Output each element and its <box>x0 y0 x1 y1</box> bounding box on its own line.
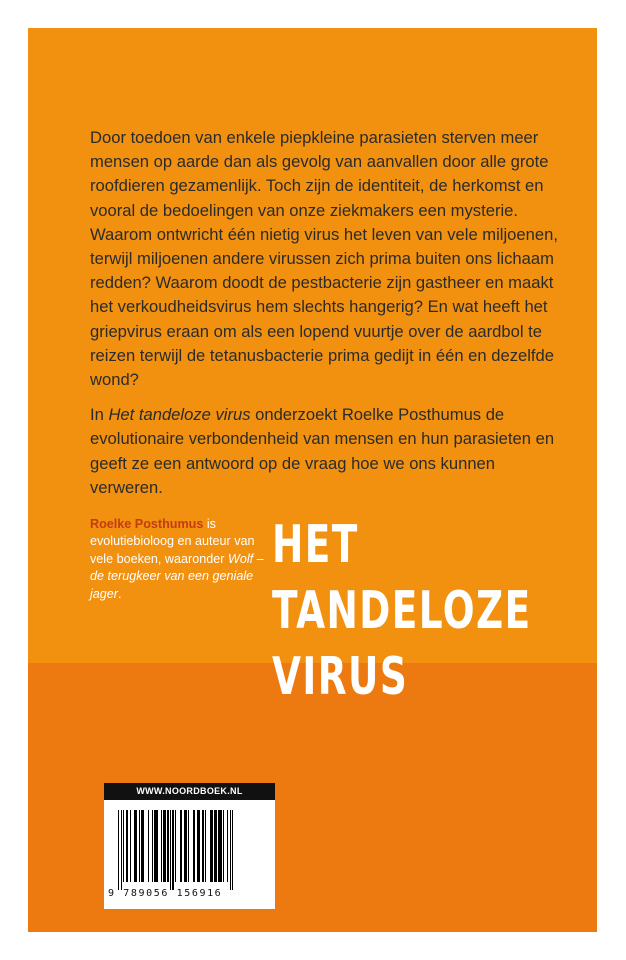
barcode-bars <box>118 810 268 890</box>
barcode-bar <box>232 810 233 890</box>
book-title <box>272 512 532 710</box>
title-line-1: HET <box>272 515 359 575</box>
barcode-label <box>104 783 275 909</box>
blurb-paragraph-2 <box>90 403 560 500</box>
author-bio-text: is evolutiebioloog en auteur van vele boeken, waaronder <box>90 517 255 566</box>
book-back-cover <box>28 28 597 932</box>
author-bio <box>90 516 270 603</box>
author-bio-end: . <box>118 586 122 601</box>
title-line-3: VIRUS <box>272 647 409 707</box>
author-name: Roelke Posthumus <box>90 517 204 531</box>
publisher-website: WWW.NOORDBOEK.NL <box>104 783 275 800</box>
blurb-paragraph-2-rest: onderzoekt Roelke Posthumus de evolutionaire verbondenheid van mensen en hun parasieten en geeft ze een antwoord op de vraag hoe we ons kunnen verweren. <box>90 405 555 497</box>
blurb-paragraph-1: Door toedoen van enkele piepkleine parasieten sterven meer mensen op aarde dan als gevolg van aanvallen door alle grote roofdieren gezamenlijk. Toch zijn de identiteit, de herkomst en vooral de bedoelingen van onze ziekmakers een mysterie. Waarom ontwricht één nietig virus het leven van vele miljoenen, terwijl miljoenen andere virussen zich prima buiten ons lichaam redden? Waarom doodt de pestbacterie zijn gastheer en maakt het verkoudheidsvirus hem slechts hangerig? En wat heeft het griepvirus eraan om als een lopend vuurtje over de aardbol te reizen terwijl de tetanusbacterie prima gedijt in één en dezelfde wond? <box>90 128 558 390</box>
blurb-book-title: Het tandeloze virus <box>108 405 251 425</box>
isbn-number: 9 789056 156916 <box>108 888 223 899</box>
blurb-paragraph-2-prefix: In <box>90 405 109 425</box>
blurb-text <box>90 126 560 500</box>
title-line-2: TANDELOZE <box>272 581 532 641</box>
author-book-title: Wolf – de terugkeer van een geniale jager <box>90 551 264 601</box>
